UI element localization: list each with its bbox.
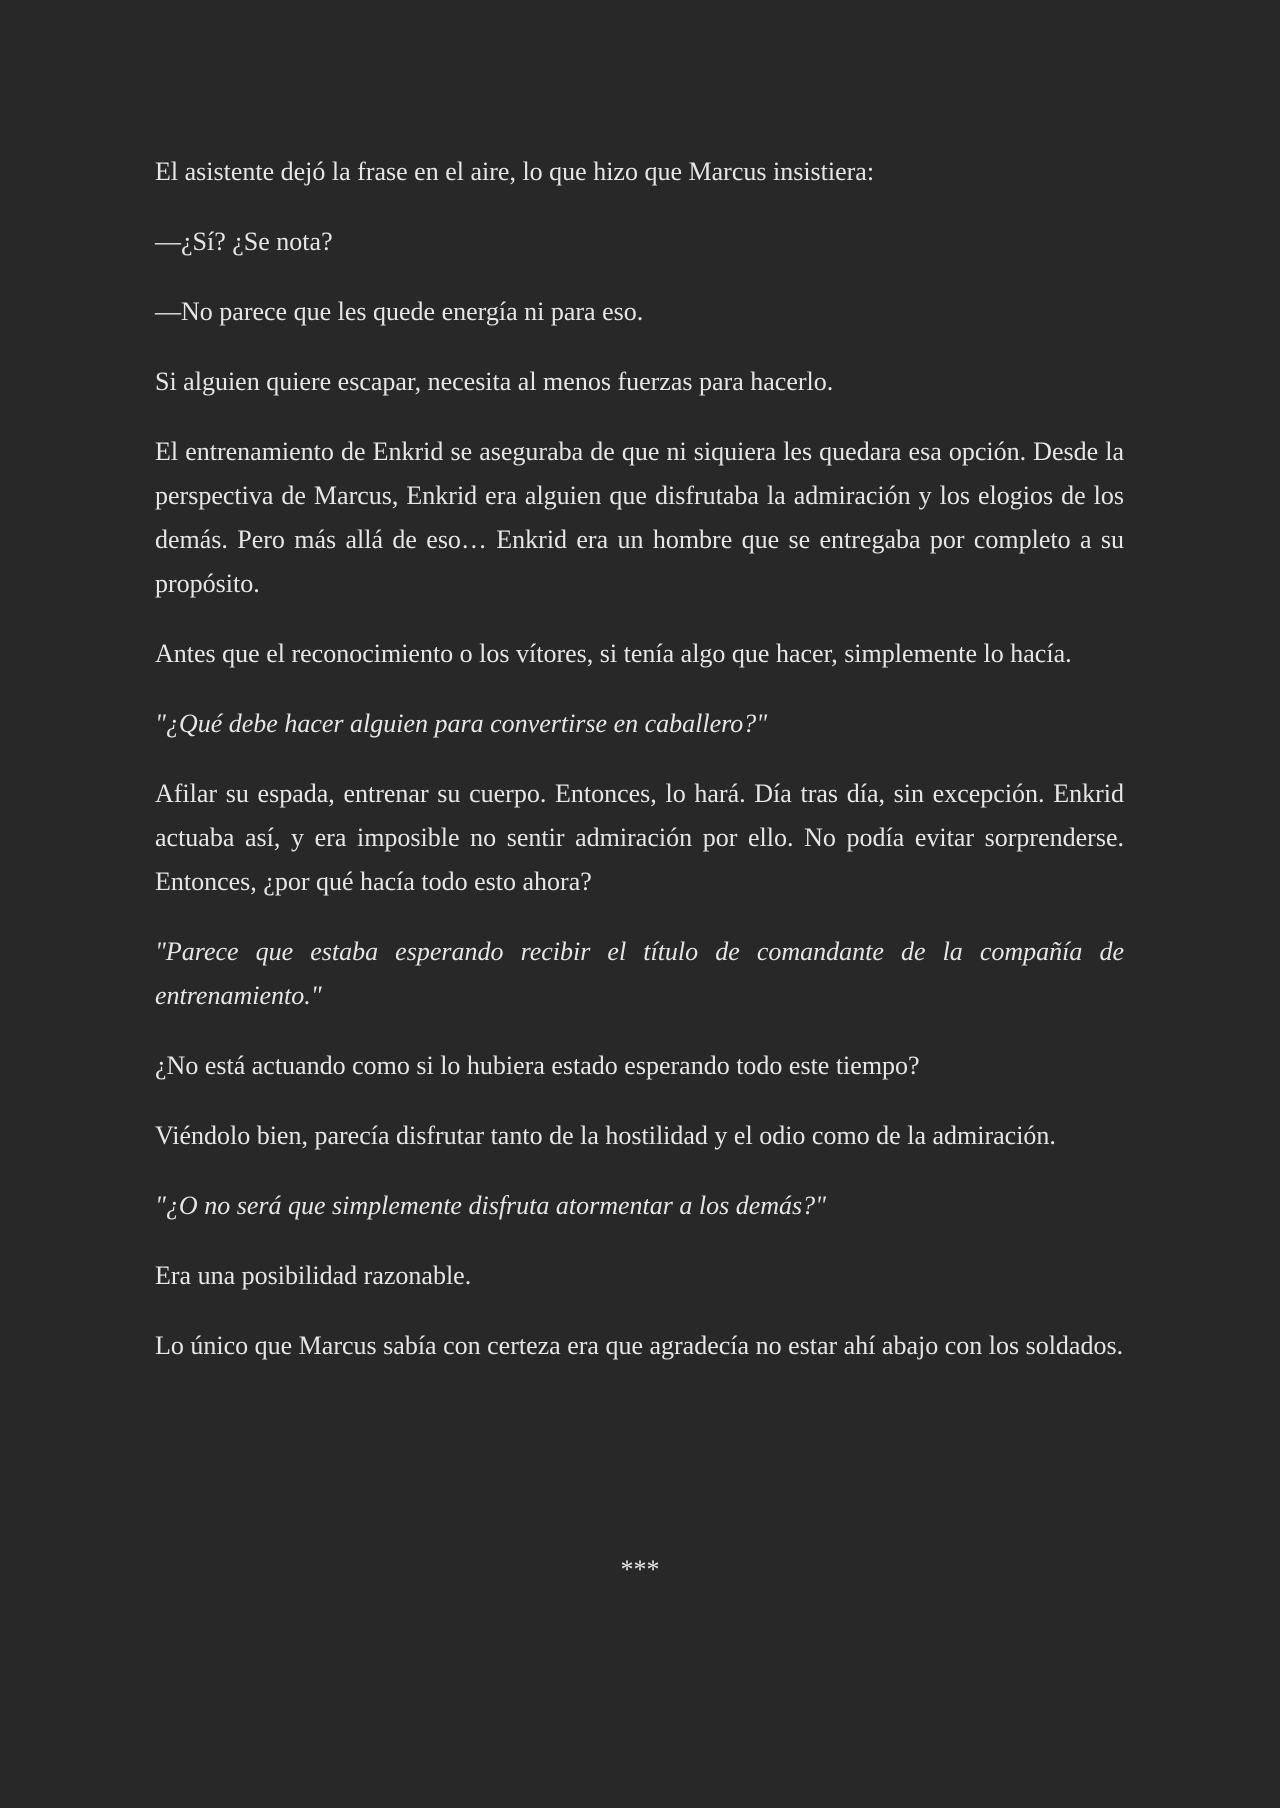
paragraph: Antes que el reconocimiento o los vítores, si tenía algo que hacer, simplemente lo hacía. bbox=[155, 639, 1072, 668]
paragraph: Lo único que Marcus sabía con certeza era que agradecía no estar ahí abajo con los soldados. bbox=[155, 1331, 1124, 1360]
paragraph: Afilar su espada, entrenar su cuerpo. Entonces, lo hará. Día tras día, sin excepción. Enkrid actuaba así, y era imposible no sentir admiración por ello. No podía evitar sorprenderse. Entonces, ¿por qué hacía todo esto ahora? bbox=[155, 779, 1124, 896]
paragraph: Si alguien quiere escapar, necesita al menos fuerzas para hacerlo. bbox=[155, 367, 834, 396]
italic-thought-paragraph: "¿Qué debe hacer alguien para convertirse en caballero?" bbox=[155, 709, 768, 738]
paragraph: ¿No está actuando como si lo hubiera estado esperando todo este tiempo? bbox=[155, 1051, 920, 1080]
italic-thought-paragraph: "¿O no será que simplemente disfruta atormentar a los demás?" bbox=[155, 1191, 827, 1220]
paragraph: Era una posibilidad razonable. bbox=[155, 1261, 472, 1290]
paragraph: Viéndolo bien, parecía disfrutar tanto de la hostilidad y el odio como de la admiración. bbox=[155, 1121, 1056, 1150]
paragraph: —¿Sí? ¿Se nota? bbox=[155, 227, 333, 256]
section-separator: *** bbox=[620, 1555, 660, 1584]
paragraph: —No parece que les quede energía ni para eso. bbox=[155, 297, 644, 326]
paragraph: El asistente dejó la frase en el aire, lo que hizo que Marcus insistiera: bbox=[155, 157, 875, 186]
chapter-text bbox=[155, 150, 1124, 1394]
paragraph: El entrenamiento de Enkrid se aseguraba de que ni siquiera les quedara esa opción. Desde la perspectiva de Marcus, Enkrid era alguien que disfrutaba la admiración y los elogios de los demás. Pero más allá de eso… Enkrid era un hombre que se entregaba por completo a su propósito. bbox=[155, 437, 1124, 598]
italic-thought-paragraph: "Parece que estaba esperando recibir el título de comandante de la compañía de entrenamiento." bbox=[155, 937, 1124, 1010]
